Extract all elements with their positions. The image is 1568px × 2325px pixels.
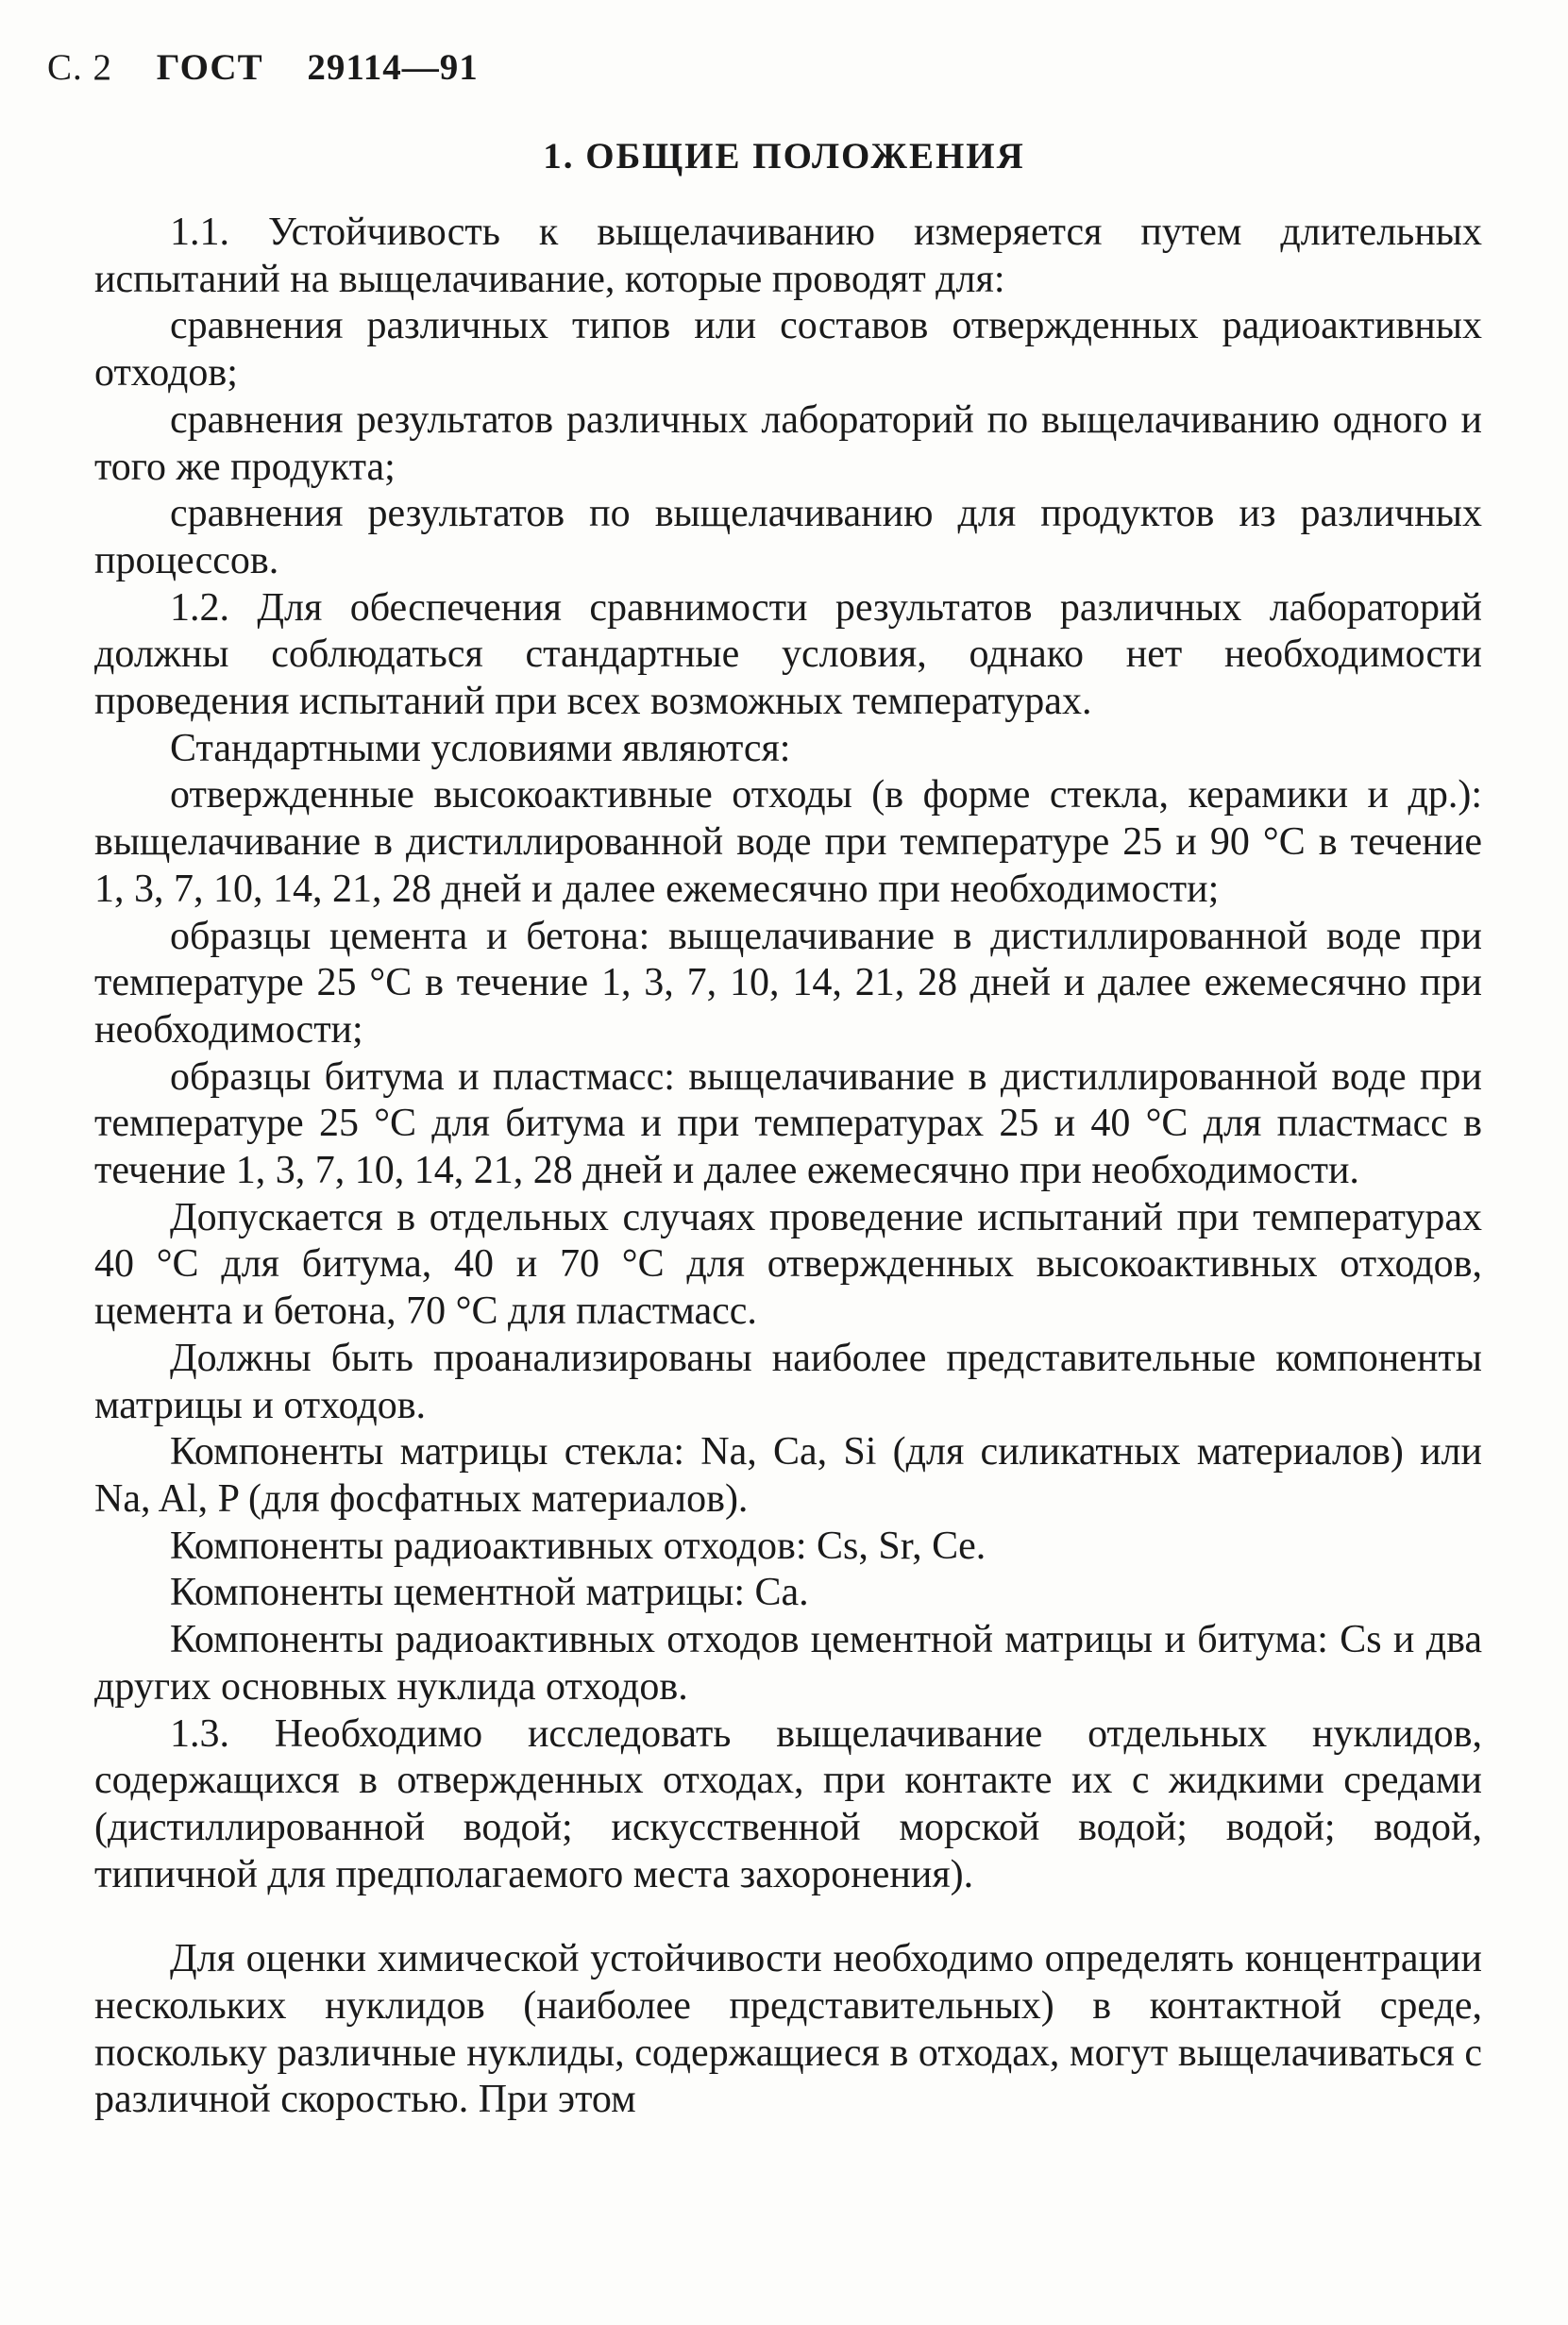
paragraph: Компоненты радиоактивных отходов: Cs, Sr, Ce. [170,1524,986,1568]
list-item: сравнения различных типов или составов отвержденных радиоактивных отходов; [94,304,1482,396]
section-title: 1. ОБЩИЕ ПОЛОЖЕНИЯ [543,136,1025,177]
paragraph-1-1: 1.1. Устойчивость к выщелачиванию измеряется путем длительных испытаний на выщелачивание, которые проводят для: [94,211,1482,301]
list-item: сравнения результатов различных лабораторий по выщелачиванию одного и того же продукта; [94,397,1482,489]
paragraph: Компоненты цементной матрицы: Ca. [170,1571,809,1615]
standard-number: 29114—91 [307,47,479,88]
list-item: образцы битума и пластмасс: выщелачивание в дистиллированной воде при температуре 25 °С для битума и при температурах 25 и 40 °С для пластмасс в течение 1, 3, 7, 10, 14, 21, 28 дней и далее ежемесячно при необходимости. [94,1054,1482,1193]
list-item: отвержденные высокоактивные отходы (в форме стекла, керамики и др.): выщелачивание в дистиллированной воде при температуре 25 и 90 °С в течение 1, 3, 7, 10, 14, 21, 28 дней и далее ежемесячно при необходимости; [94,773,1482,911]
list-item: образцы цемента и бетона: выщелачивание в дистиллированной воде при температуре 25 °С в течение 1, 3, 7, 10, 14, 21, 28 дней и далее ежемесячно при необходимости; [94,914,1482,1052]
paragraph: Компоненты радиоактивных отходов цементной матрицы и битума: Cs и два других основных нуклида отходов. [94,1618,1482,1709]
standard-name: ГОСТ [156,47,263,88]
paragraph-1-3: 1.3. Необходимо исследовать выщелачивание отдельных нуклидов, содержащихся в отвержденных отходах, при контакте их с жидкими средами (дистиллированной водой; искусственной морской водой; водой; водой, типичной для предполагаемого места захоронения). [94,1711,1482,1896]
paragraph: Стандартными условиями являются: [170,726,791,770]
paragraph: Компоненты матрицы стекла: Na, Ca, Si (для силикатных материалов) или Na, Al, P (для фосфатных материалов). [94,1430,1482,1521]
paragraph-1-2: 1.2. Для обеспечения сравнимости результатов различных лабораторий должны соблюдаться стандартные условия, однако нет необходимости проведения испытаний при всех возможных температурах. [94,585,1482,724]
paragraph: Для оценки химической устойчивости необходимо определять концентрации нескольких нуклидов (наиболее представительных) в контактной среде, поскольку различные нуклиды, содержащиеся в отходах, могут выщелачиваться с различной скоростью. При этом [94,1937,1482,2122]
running-header [47,42,479,94]
paragraph: Должны быть проанализированы наиболее представительные компоненты матрицы и отходов. [94,1336,1482,1427]
paragraph: Допускается в отдельных случаях проведение испытаний при температурах 40 °С для битума, 40 и 70 °С для отвержденных высокоактивных отходов, цемента и бетона, 70 °С для пластмасс. [94,1195,1482,1334]
page-number: С. 2 [47,47,113,88]
body-text [94,210,1482,2124]
list-item: сравнения результатов по выщелачиванию для продуктов из различных процессов. [94,492,1482,582]
